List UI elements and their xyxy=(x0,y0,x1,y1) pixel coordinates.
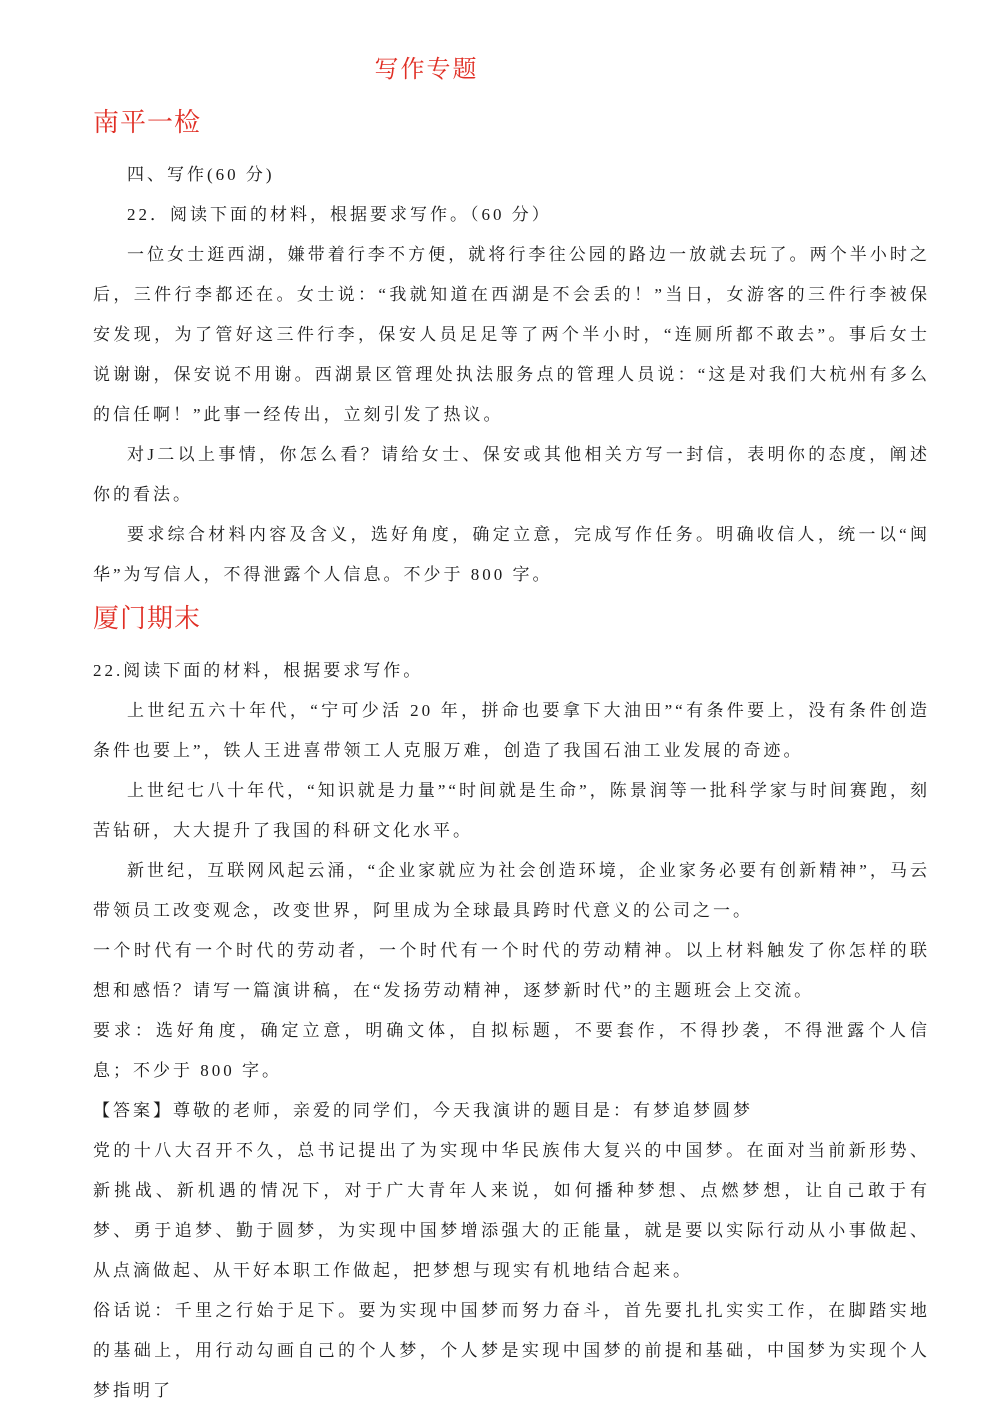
paragraph-answer-body-1: 党的十八大召开不久，总书记提出了为实现中华民族伟大复兴的中国梦。在面对当前新形势、新挑战、新机遇的情况下，对于广大青年人来说，如何播种梦想、点燃梦想，让自己敢于有梦、勇于追梦、勤于圆梦，为实现中国梦增添强大的正能量，就是要以实际行动从小事做起、从点滴做起、从干好本职工作做起，把梦想与现实有机地结合起来。 xyxy=(93,1141,930,1280)
section-heading-nanping: 南平一检 xyxy=(93,108,202,137)
document-title: 写作专题 xyxy=(374,57,479,83)
paragraph-requirements: 要求：选好角度，确定立意，明确文体，自拟标题，不要套作，不得抄袭，不得泄露个人信息；不少于 800 字。 xyxy=(93,1021,930,1080)
section-xiamen xyxy=(93,603,930,1403)
paragraph-task: 对J二以上事情，你怎么看？请给女士、保安或其他相关方写一封信，表明你的态度，阐述你的看法。 xyxy=(93,445,930,504)
paragraph-material: 一位女士逛西湖，嫌带着行李不方便，就将行李往公园的路边一放就去玩了。两个半小时之后，三件行李都还在。女士说：“我就知道在西湖是不会丢的！”当日，女游客的三件行李被保安发现，为了管好这三件行李，保安人员足足等了两个半小时，“连厕所都不敢去”。事后女士说谢谢，保安说不用谢。西湖景区管理处执法服务点的管理人员说：“这是对我们大杭州有多么的信任啊！”此事一经传出，立刻引发了热议。 xyxy=(93,245,930,424)
paragraph-material-2: 上世纪七八十年代，“知识就是力量”“时间就是生命”，陈景润等一批科学家与时间赛跑，刻苦钻研，大大提升了我国的科研文化水平。 xyxy=(93,781,930,840)
paragraph-question-number: 22．阅读下面的材料，根据要求写作。（60 分） xyxy=(127,205,552,224)
paragraph-question-header: 四、写作(60 分) xyxy=(127,165,275,184)
section-heading-xiamen: 厦门期末 xyxy=(93,604,202,633)
paragraph-task: 一个时代有一个时代的劳动者，一个时代有一个时代的劳动精神。以上材料触发了你怎样的联想和感悟？请写一篇演讲稿，在“发扬劳动精神，逐梦新时代”的主题班会上交流。 xyxy=(93,941,930,1000)
paragraph-material-3: 新世纪，互联网风起云涌，“企业家就应为社会创造环境，企业家务必要有创新精神”，马云带领员工改变观念，改变世界，阿里成为全球最具跨时代意义的公司之一。 xyxy=(93,861,930,920)
paragraph-question-number: 22.阅读下面的材料，根据要求写作。 xyxy=(93,661,424,680)
paragraph-answer-title: 【答案】尊敬的老师，亲爱的同学们，今天我演讲的题目是：有梦追梦圆梦 xyxy=(93,1101,753,1120)
paragraph-requirements: 要求综合材料内容及含义，选好角度，确定立意，完成写作任务。明确收信人，统一以“闽华”为写信人，不得泄露个人信息。不少于 800 字。 xyxy=(93,525,930,584)
paragraph-material-1: 上世纪五六十年代，“宁可少活 20 年，拼命也要拿下大油田”“有条件要上，没有条件创造条件也要上”，铁人王进喜带领工人克服万难，创造了我国石油工业发展的奇迹。 xyxy=(93,701,930,760)
paragraph-answer-body-2: 俗话说：千里之行始于足下。要为实现中国梦而努力奋斗，首先要扎扎实实工作，在脚踏实地的基础上，用行动勾画自己的个人梦，个人梦是实现中国梦的前提和基础，中国梦为实现个人梦指明了 xyxy=(93,1301,930,1400)
section-nanping xyxy=(93,107,930,595)
